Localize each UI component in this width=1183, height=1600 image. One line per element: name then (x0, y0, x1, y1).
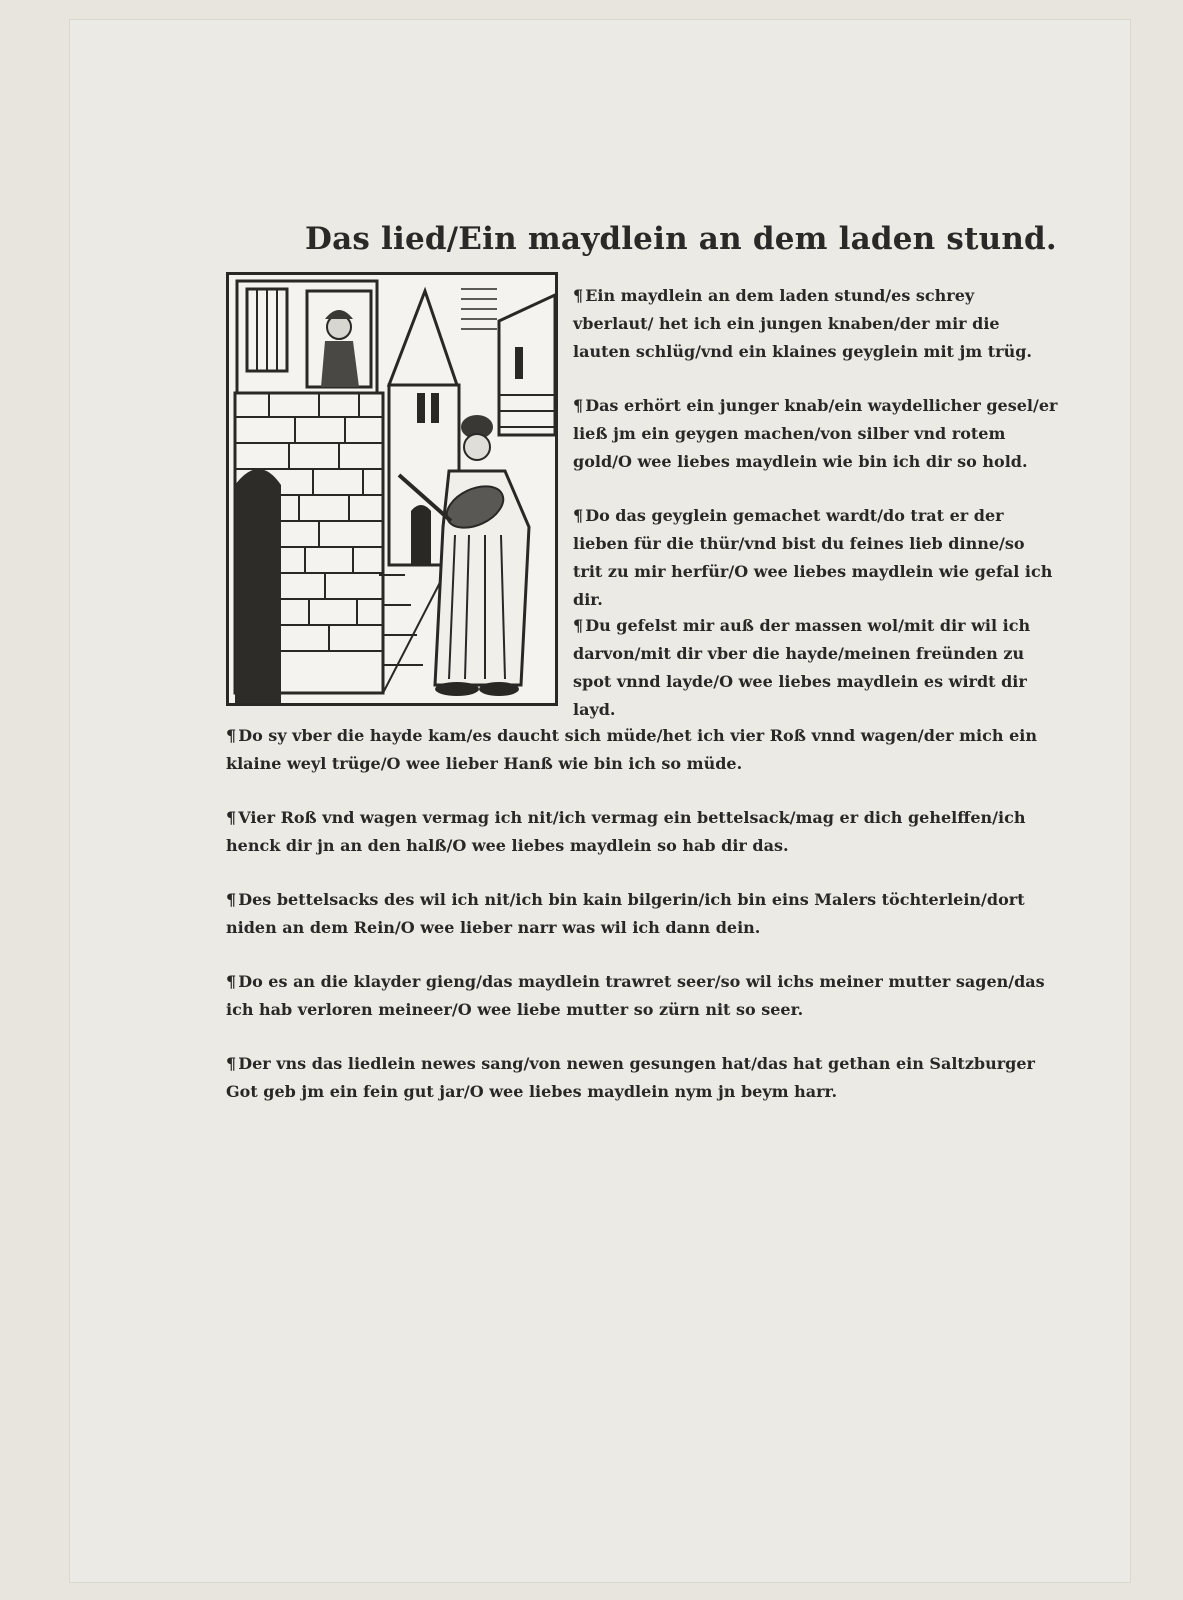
verse-9: ¶ Der vns das liedlein newes sang/von newen gesungen hat/das hat gethan ein Saltzburger Got geb jm ein fein gut jar/O wee liebes maydlein nym jn beym harr. (226, 1054, 1035, 1101)
woodcut-illustration (226, 272, 558, 706)
verse-8: ¶ Do es an die klayder gieng/das maydlein trawret seer/so wil ichs meiner mutter sagen/das ich hab verloren meineer/O wee liebe mutter so zürn nit so seer. (226, 972, 1045, 1019)
verse-1: ¶ Ein maydlein an dem laden stund/es schrey vberlaut/ het ich ein jungen knaben/der mir die lauten schlüg/vnd ein klaines geyglein mit jm trüg. (573, 286, 1032, 361)
verse-2: ¶ Das erhört ein junger knab/ein waydellicher gesel/er ließ jm ein geygen machen/von silber vnd rotem gold/O wee liebes maydlein wie bin ich dir so hold. (573, 396, 1058, 471)
verse-7: ¶ Des bettelsacks des wil ich nit/ich bin kain bilgerin/ich bin eins Malers töchterlein/dort niden an dem Rein/O wee lieber narr was wil ich dann dein. (226, 890, 1025, 937)
verse-6: ¶ Vier Roß vnd wagen vermag ich nit/ich vermag ein bettelsack/mag er dich gehelffen/ich henck dir jn an den halß/O wee liebes maydlein so hab dir das. (226, 808, 1026, 855)
verse-5: ¶ Do sy vber die hayde kam/es daucht sich müde/het ich vier Roß vnnd wagen/der mich ein klaine weyl trüge/O wee lieber Hanß wie bin ich so müde. (226, 726, 1037, 773)
verse-4: ¶ Du gefelst mir auß der massen wol/mit dir wil ich darvon/mit dir vber die hayde/meinen freünden zu spot vnnd layde/O wee liebes maydlein es wirdt dir layd. (573, 616, 1031, 719)
woodcut-image (229, 275, 555, 703)
page-title: Das lied/Ein maydlein an dem laden stund. (305, 220, 1057, 257)
verse-3: ¶ Do das geyglein gemachet wardt/do trat er der lieben für die thür/vnd bist du feines lieb dinne/so trit zu mir herfür/O wee liebes maydlein wie gefal ich dir. (573, 506, 1053, 609)
